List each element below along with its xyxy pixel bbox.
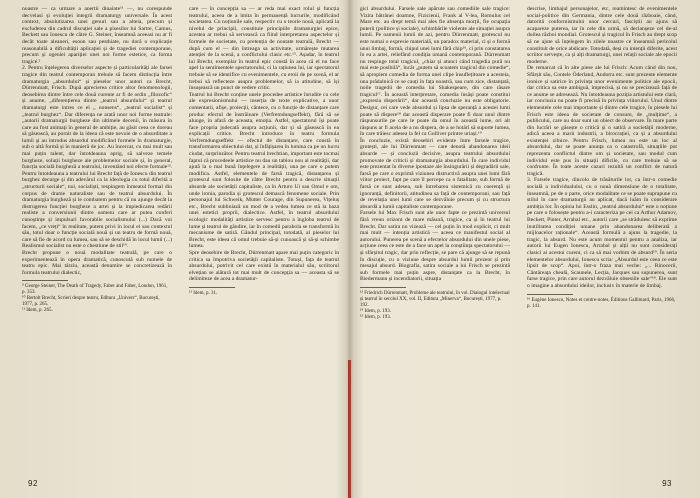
right-page-column-1 [360, 6, 510, 456]
left-col2-body: care — în concepția sa — ar reda mai exact rolul și funcția teatrului, aceea de a imita în permanență lucrurile, modificând societatea. Cu noțiunile sale, respectiv cu o teorie nouă, aplicată la nivelul de principii, constituie principiile dramaturgiei epice, acestea ar trebui să servească ca fiind interpretarea aspectelor și formele de societate, cu pretenția de noutate teatrală, Brecht — după cum el — din întreaga sa activitate, urmărește mutarea atenției de la scenă, a conflictului clasic etc.¹⁵. Așadar, în teatrul lui Brecht, exemplar în teatrul epic constă în acea că el nu face apel la sentimentele spectatorului, ci la rațiunea lui, iar spectatorul trebuie să se identifice cu evenimentele, cu eroii de pe scenă, el ar trebui să reflecteze asupra problemelor, să ia atitudine, să își însușească un punct de vedere critic. Teatrul lui Brecht conține unele procedee artistice înrudite cu cele ale expresionismului — inserția de texte explicative, a unor comentarii, afișe, proiecții, cântece, cu o funcție de distanțare care produc efectul de înstrăinare (Verfremdungseffekt), fără să se alunge, în afară de aceasta, emoția. Astfel, spectatorul își poate face propria judecată asupra acțiunii, dar și să găsească în ea explicații critice. Brecht introduce în teatru formula Verfremdungseffekt — efectul de distanțare, care constă în transformarea obiectului dat, și înfățișarea în lumina ca pe un lucru ciudat, surprinzător. Pentru teatrul brechtian, important este tocmai faptul că procedeele artistice nu dau un tablou nou al realității, dar ajută la o mai bună înțelegere a realității, una pe care o putem modifica. Astfel, elementele de farsă tragică, distanțarea și grotescul sunt folosite de către Brecht pentru a descrie situații absurde ale societății capitaliste, ca în Arturo Ui sau Omul e om, unde ironia, parodia și grotescul demască fenomene sociale. Prin personajul lui Schweik, Mutter Courage, din Supunerea, Vițeluș etc., Brecht subliniază un mod de a vedea lumea ce stă la baza unei estetici proprii, dialectice. Astfel, în teatrul absurdului ecologic modalități artistice servesc pentru a îngloba teatrul de lume și teatrul de gândire, iar în comedii parabola se transformă în mecanisme de satiră. Gândul principal, totodată, al pieselor lui Brecht, este ideea că omul trebuie să-și cunoască și să-și schimbe lumea. Spre deosebire de Brecht, Dürrenmatt apare mai puțin categoric în critica sa împotriva societății capitaliste. Totuși, fața de teatrul absurdului, potrivit cel care există în materialul său, scriitorul elvețian se alătură tot mai mult de concepția sa — aceasta să se delimiteze de acea a dramatur- [189, 6, 339, 283]
right-page-number: 93 [662, 479, 672, 488]
footnote-rule [22, 280, 68, 281]
bookmark-ribbon [348, 360, 351, 498]
left-page-number: 92 [28, 479, 38, 488]
footnote-rule [360, 287, 406, 288]
right-col2-body: descrise, limbajul personajelor, etc, reamintesc de evenimentele social-politice din Germania, dintre cele două războaie, când, datorită conformismului unor cercuri, fasciștii au ajuns să acapareze puterea, iar în cele din urmă, să declanșeze cel de-al doilea război mondial. Grotescul și tragicul în Frisch au drept scop să ne ajute să înțelegem în zilele noastre ce înseamnă pericolul constituit de orice abdicare. Totodată, deși cu intenții diferite, acest scriitor servește, ca și alți dramaturgi, unei relații sociale ale epocii moderne. De remarcat că în alte piese ale lui Frisch: Acum când din nou, Sfârșit său, Contele Öderland, Andorra etc. sunt prezente elemente ironice și satirice în privința unor evenimente politice ale epocii, dar critica sa este ambiguă, imprecisă, și nu se precizează față de ce anume se adresează. Nu întotdeauna poziția artistului este clară, iar concluzia nu poate fi precisă în privința viitorului. Unul dintre elementele cele mai importante și dintre cele tragice, în piesele lui Frisch este ideea de societate de consum, de „mulțime“, a publicului, care nu doar sunt un obiect de observare. În mare parte din lucrări se găsește o critică și o satiră a societății moderne, adică aceea a marii industrii, a birocrației, ca și a absurdului existenței zilnice. Pentru Frisch, lumea nu este un loc al absurdului, dar se poate anunța ca o catastrofă, situațiile pot reprezenta conflictul dintre om și societate, sau modul cum individul este pus în situații dificile, cu care trebuie să se confrunte. În toate aceste cazuri rezultă un conflict de natură tragică. 3. Farsele tragice, dincolo de trăsăturile lor, ca într-o comedie socială a individualului, cu o nouă dimensiune de o totalitate, înseamnă, pe de o parte, orice modalitate ce se poate suprapune cu stilul în care dramaturgii au aplicat, dacă luăm în considerare ambiția lor. În opinia lui Esslin, „teatrul absurdului“ este o noțiune pe care o folosește pentru a-i caracteriza pe cei ca Arthur Adamov, Beckett, Pinter, Arrabal etc., autorii care „se străduiesc să exprime inutilitatea condiției umane prin abandonarea deliberată a mijloacelor raționale“. Această formulă a ajuns la tragedie, la tragic, la absurd. Nu este acum momentul pentru a analiza, iar autorii lui Eugen Ionescu, Arrabal și alții nu sunt considerați clasici ai acestui curent, ci ca să mai vorbim de absurd¹⁹. În seria elementelor absurdului, Ionescu scria: „Absurdul este ceea ce este lipsit de scop“. Apoi, într-o fraza mai veche: „... Rinocerii, Cântăreața cheală, Scaunele, Lecția, Jacques sau supunerea, sunt farse tragice, prin care autorul dezvăluie obsesiile sale“¹⁸. Ele sunt o imagine a absurdului ideilor, inclusiv în materie de limbaj. [527, 6, 677, 289]
right-col2-footnotes: ¹⁶ Eugène Ionesco, Notes et contre-notes, Éditions Gallimard, Paris, 1966, p. 141. [527, 297, 676, 309]
left-page [22, 6, 340, 492]
right-col1-footnotes: ¹³ Friedrich Dürrenmatt, Probleme ale teatrului, în vol. Dialogul intelectual și teatrul în secolul XX, vol. II, Editura „Minerva“, București, 1977, p. 192. ¹⁴ Idem, p. 193. ¹⁵ Idem, p. 193. [360, 290, 510, 320]
left-col1-body: noastre — ca urmare a anertii dinainte¹¹ —, nu corespunde decvelasi și evoluției integrii dramaturgy universale. În acest context, absolutizarea unei genuri sau a alteia, precum și excluderea din cadrul discuției sale a pisesilor lui Sartre, Camus, Beckett sau Ionescu de către G. Steiner, înseamnă aceeasi nu ar fi decât toate aleaneri, esoon sau pesthiate, nu doră o explicație reasonabilă a dificultății aplicației și de tragediei contemporane, precum și ogeniei apariției unei noi forme estetice, ca forma tragicé.² 2. Pentru înțelegerea diverselor aspecte și particularități ale farsei tragice din teatrul contemporan trebuie să facem distincția între dramaturgia „absurdului“ și pieselor unor autori ca Brecht, Dürrenmatt, Frisch. După aprecierea critice altor fenomenologii, deosebirea dintre între cele două curente ar fi de ordin „filozofic“ și anume, „diferențierea dintre „teatrul absurdului“ și teatrul dramaturgi este intres ce el „ nonsens“, „teatrul socialist“ și „teatrul burghez“. Dar diferența ne arată unor noi forme teatrale: „autorii dramaturgii burgheze din ultimele decenii, în măsura în care au fost animați în general de ambiție, au găsit ceea ce doreau să găsească, au pornit de la ideea că este nevoie de o absurditate a lumii și au introdus absurdul modificând formele în dramaturgie, sub o altă formă și în manieră de joc. Au încercat, cu mai mult sau mai puțin talent, dar întotdeauna aprig, să salveze temele burgheze, soluții burgheze ale problemelor sociale și, în general, funcția socială burgheză a teatrului, inventând noi efecte formale¹³. Pentru întotdeauna a teatrului lui Brecht față de Ionescu din teatrul burghez decurge și din adevărul ca la ideologia cu totul diferită a „structurii sociale“, noi, socialiști, respingem înmeatul formal din corpus de drame naturaliste sau de teatrul absurdului. În dramaturgia burgheză și le combatem pentru că nu ajunge decât la distrugerea funcției burgheze a artei și la impiedicarea redării realiste a conversiunii dintre oameni care ar putea conferi cunoștințe și impulsuri favorabile socialismului (...) Dacă voi facem, „ce vreți“ în realitate, putem privi în locul ei sau contextul său, totul doar o funcție socială nouă și un teatru de formă nouă, care să fie de acord cu lumea, sau să se deschidă în locul lumii (...) Realismul socialist nu este o chestiune de stil¹⁴. Brecht propune o nouă modalitate teatrală, pe care o experimentează în opera dramatică, cunoscută sub numele de teatru epic. Mai târziu, această denumire se concretizează în formula teatrului dialectic, [22, 6, 172, 276]
left-col1-footnotes: ⁹ George Steiner, The Death of Tragedy, Faber and Faber, London, 1961, p. 353. ¹⁰ Bertolt Brecht, Scrieri despre teatru, Editura „Univers“, București, 1977, p. 265. ¹¹ Idem, p. 265. [22, 284, 168, 314]
right-page [360, 6, 678, 492]
left-page-column-2 [189, 6, 339, 456]
right-page-column-2 [527, 6, 677, 456]
right-col1-body: gici absurdului. Farsele sale apărute sau comediile sale tragice: Vizita bătrânei doamne, Fizicienii, Frank al V-lea, Romulus cel Mare etc. au drept temă mai ales fie absența morții, fie ocupația puterii (politice și sociale), schimbările violente ale situației asupra lumii. Pe oamenii lumii de azi, pentru Dürrenmatt, grotescul nu este numai o expresie materială, un paradox material, ci și o formă unui limbaj, formă, chipul unei lumi fără chip¹⁶, ci prin constatarea în ea a artei, reliefând condiția umană contemporană. Dürrenmatt nu respinge total tragicul, „chiar și atunci când tragedia pură nu mai este posibilă“, încât „putem să scoatem tragicul din comedie“, să apropiem comedia de forma unei clipe însuflețitoare a acesteia, una prădalnică ce se cauți în fața noastră, sau cum zice, distanțată, noile tragedii de comedia lui Shakespeare, din care răsare tragicul¹⁷. În această interpretare, comedia însăși poate constitui „expresia disperării“, dar această concluzie nu este obligatorie. Desigur, cei care vede absurdul și lipsa de speranță a acestei lumi poate să dispere¹⁸ dar această disperare poate fi doar unul dintre răspunsurile pe care le poate da omul în această lume, ori alt răspuns ar fi acela de a nu dispera, de a se hotărî să suporte lumea, în care trăiesc adesea la fel ca Gulliver printre uriași.¹⁹ În concluzie, există deosebiri evidente între farsele tragice, grotești, ale lui Dürrenmatt — care denotă abandonarea ideii absurde — și concluzii decisive, asupra teatrului absurdului promovate de criticii și dramaturgia absurdului. În care individul este prezentat în diverse ipostaze ale însingurării și degradării sale, farsă pe care o exprimă viziunea distructivă asupra unei lumi fără viitor proiect, fapt pe care îl percepe ca o fatalitate, sub formă de farsă ce sunt adesea, sub întrebarea sistemică cu coerență și ignoranță, definitorii, atitudinea sa față de contemporani, sau față de revelația unei lumi care se dezvăluie precum și cu structura absurdă a lumii capitaliste contemporane. Farsele lui Max Frisch sunt ale unor fapte ce prezintă universul fără vreun orizont de mare măsură, tragice, ca și în teatrul lui Brecht. Dar satira nu vizează — cel puțin în mod explicit, ci mult mai mult — intenția artistică — aceea ce manifestul social al autorului. Punerea pe scenă a efectelor absurdului din unele piese, acțiune ceea ce este de a face un apel la conștiința spectatorului — și sfârșitul tragic, dar prin reflecție, se pare că ajunge să se repună în discuție, cu o viziune despre absurdul lumii prezent și prin mesajul absurd. Biografia, satira sociale a lui Frisch se prezintă sub formele mai puțin aspre, distanțate ca la Brecht, în Biedermann și incendiatorii, situația [360, 6, 510, 283]
left-col2-footnotes: ¹² Idem, p. 31. [189, 290, 218, 296]
footnote-rule [189, 287, 235, 288]
left-page-column-1 [22, 6, 172, 456]
footnote-rule [527, 294, 573, 295]
